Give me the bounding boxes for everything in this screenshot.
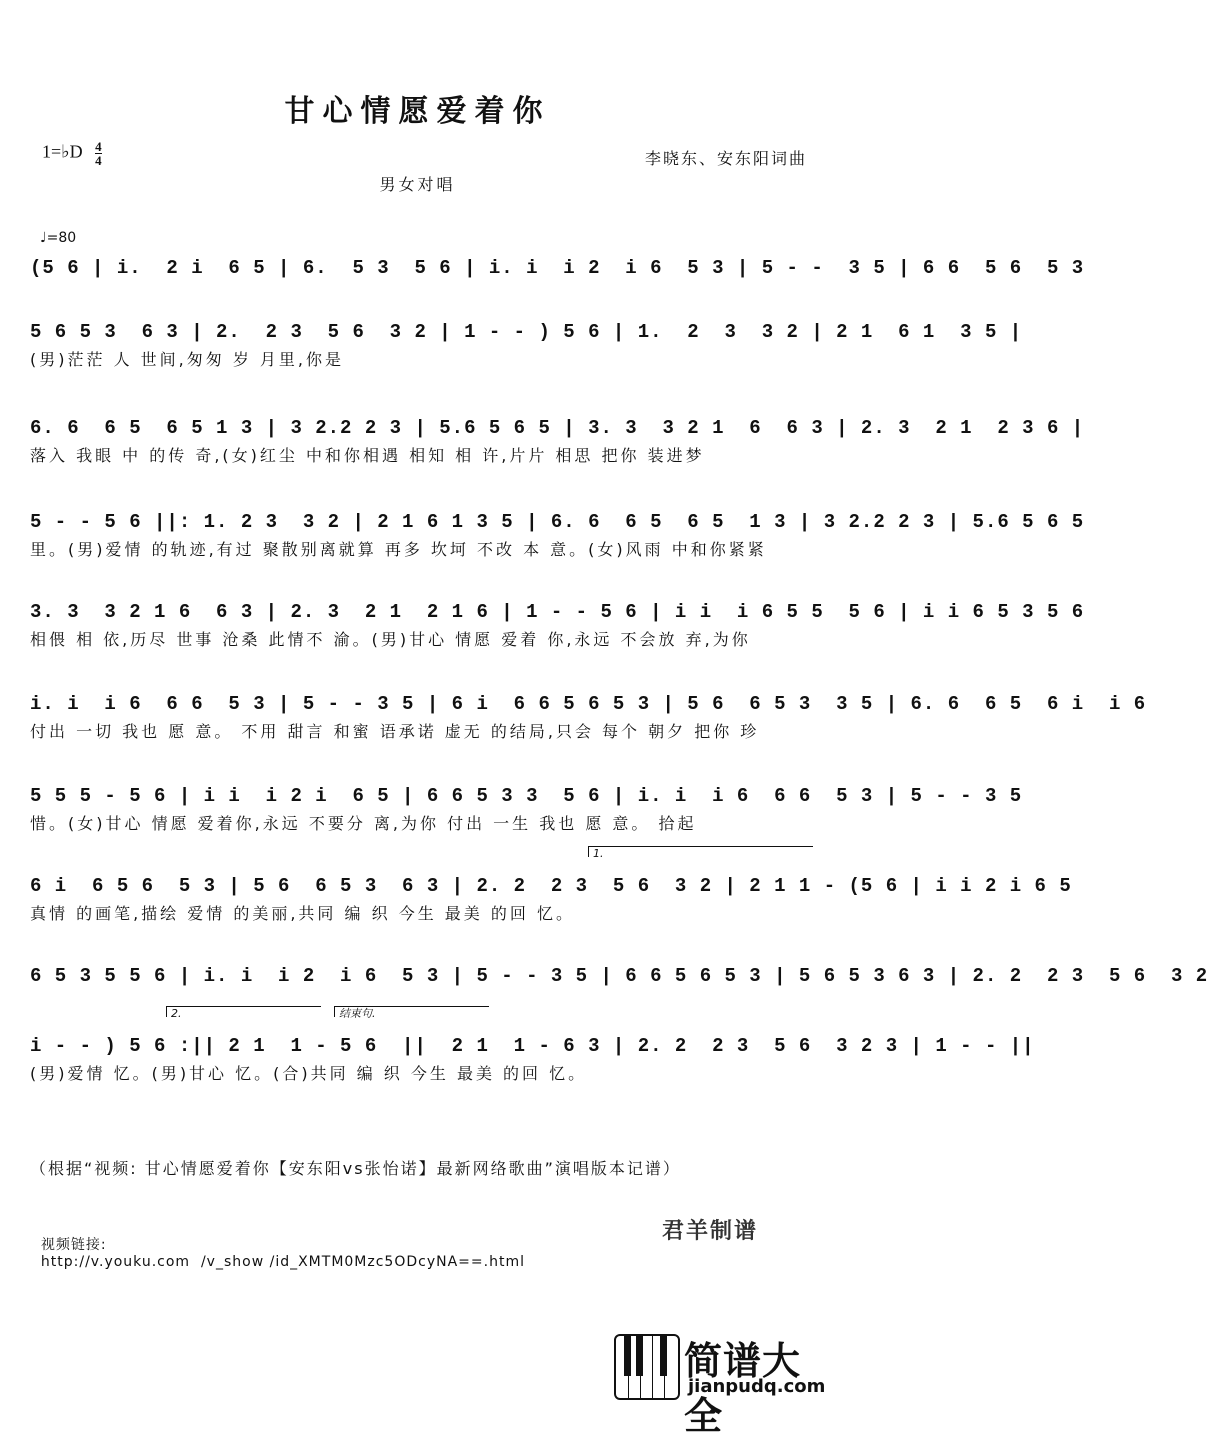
staff-lyrics: (男)茫茫 人 世间,匆匆 岁 月里,你是 xyxy=(30,350,345,369)
time-signature xyxy=(95,140,102,167)
staff-7 xyxy=(30,780,1023,836)
key-label: 1=♭D xyxy=(42,141,83,162)
staff-notes: (5 6 | i. 2 i 6 5 | 6. 5 3 5 6 | i. i i 2 i 6 5 3 | 5 - - 3 5 | 6 6 5 6 5 3 xyxy=(30,257,1085,279)
staff-2 xyxy=(30,316,1023,372)
time-signature-top: 4 xyxy=(95,139,102,154)
staff-lyrics: 惜。(女)甘心 情愿 爱着你,永远 不要分 离,为你 付出 一生 我也 愿 意。 拾起 xyxy=(30,814,697,833)
staff-lyrics: 里。(男)爱情 的轨迹,有过 聚散别离就算 再多 坎坷 不改 本 意。(女)风雨 中和你紧紧 xyxy=(30,540,767,559)
staff-notes: 6. 6 6 5 6 5 1 3 | 3 2.2 2 3 | 5.6 5 6 5 | 3. 3 3 2 1 6 6 3 | 2. 3 2 1 2 3 6 | xyxy=(30,417,1085,439)
volta-second: 2. xyxy=(166,1006,321,1017)
staff-notes: 5 - - 5 6 ||: 1. 2 3 3 2 | 2 1 6 1 3 5 | 6. 6 6 5 6 5 1 3 | 3 2.2 2 3 | 5.6 5 6 5 xyxy=(30,511,1085,533)
video-link-url[interactable]: http://v.youku.com /v_show /id_XMTM0Mzc5ODcyNA==.html xyxy=(40,1254,525,1270)
staff-3 xyxy=(30,412,1085,468)
source-note: （根据“视频: 甘心情愿爱着你【安东阳vs张怡诺】最新网络歌曲”演唱版本记谱） xyxy=(30,1159,681,1178)
staff-lyrics: 相偎 相 依,历尽 世事 沧桑 此情不 渝。(男)甘心 情愿 爱着 你,永远 不会放 弃,为你 xyxy=(30,630,751,649)
staff-notes: 3. 3 3 2 1 6 6 3 | 2. 3 2 1 2 1 6 | 1 - - 5 6 | i i i 6 5 5 5 6 | i i 6 5 3 5 6 xyxy=(30,601,1085,623)
volta-first: 1. xyxy=(588,846,813,857)
tempo-marking: ♩=80 xyxy=(40,230,77,246)
video-link-label: 视频链接: xyxy=(40,1237,107,1253)
staff-6 xyxy=(30,688,1147,744)
staff-notes: 6 i 6 5 6 5 3 | 5 6 6 5 3 6 3 | 2. 2 2 3 5 6 3 2 | 2 1 1 - (5 6 | i i 2 i 6 5 xyxy=(30,875,1072,897)
staff-lyrics xyxy=(30,284,810,308)
staff-5 xyxy=(30,596,1085,652)
performance-style: 男女对唱 xyxy=(379,175,456,194)
transcriber-signature: 君羊制谱 xyxy=(662,1218,759,1244)
staff-10 xyxy=(30,1030,1035,1086)
staff-notes: i - - ) 5 6 :|| 2 1 1 - 5 6 || 2 1 1 - 6 3 | 2. 2 2 3 5 6 3 2 3 | 1 - - || xyxy=(30,1035,1035,1057)
staff-8 xyxy=(30,870,1072,926)
staff-lyrics: 付出 一切 我也 愿 意。 不用 甜言 和蜜 语承诺 虚无 的结局,只会 每个 朝夕 把你 珍 xyxy=(30,722,760,741)
key-signature xyxy=(42,140,102,167)
score-title: 甘心情愿爱着你 xyxy=(284,94,551,129)
staff-lyrics: (男)爱情 忆。(男)甘心 忆。(合)共同 编 织 今生 最美 的回 忆。 xyxy=(30,1064,588,1083)
staff-lyrics: 真情 的画笔,描绘 爱情 的美丽,共同 编 织 今生 最美 的回 忆。 xyxy=(30,904,575,923)
staff-notes: 5 6 5 3 6 3 | 2. 2 3 5 6 3 2 | 1 - - ) 5 6 | 1. 2 3 3 2 | 2 1 6 1 3 5 | xyxy=(30,321,1023,343)
watermark-site: jianpudq.com xyxy=(688,1376,826,1397)
watermark-brand: 简谱大全 xyxy=(684,1339,802,1438)
volta-ending: 结束句. xyxy=(334,1006,489,1017)
staff-notes: 5 5 5 - 5 6 | i i i 2 i 6 5 | 6 6 5 3 3 5 6 | i. i i 6 6 6 5 3 | 5 - - 3 5 xyxy=(30,785,1023,807)
piano-icon xyxy=(614,1334,680,1400)
staff-lyrics: 落入 我眼 中 的传 奇,(女)红尘 中和你相遇 相知 相 许,片片 相思 把你 装进梦 xyxy=(30,446,705,465)
staff-notes: 6 5 3 5 5 6 | i. i i 2 i 6 5 3 | 5 - - 3 5 | 6 6 5 6 5 3 | 5 6 5 3 6 3 | 2. 2 2 3 5 6 3 2 xyxy=(30,965,1208,987)
video-link xyxy=(30,1218,525,1270)
time-signature-bottom: 4 xyxy=(95,153,102,168)
staff-notes: i. i i 6 6 6 5 3 | 5 - - 3 5 | 6 i 6 6 5 6 5 3 | 5 6 6 5 3 3 5 | 6. 6 6 5 6 i i 6 xyxy=(30,693,1147,715)
site-watermark xyxy=(612,1330,834,1438)
staff-1 xyxy=(30,252,1085,308)
staff-4 xyxy=(30,506,1085,562)
composer-credit: 李晓东、安东阳词曲 xyxy=(644,149,807,168)
